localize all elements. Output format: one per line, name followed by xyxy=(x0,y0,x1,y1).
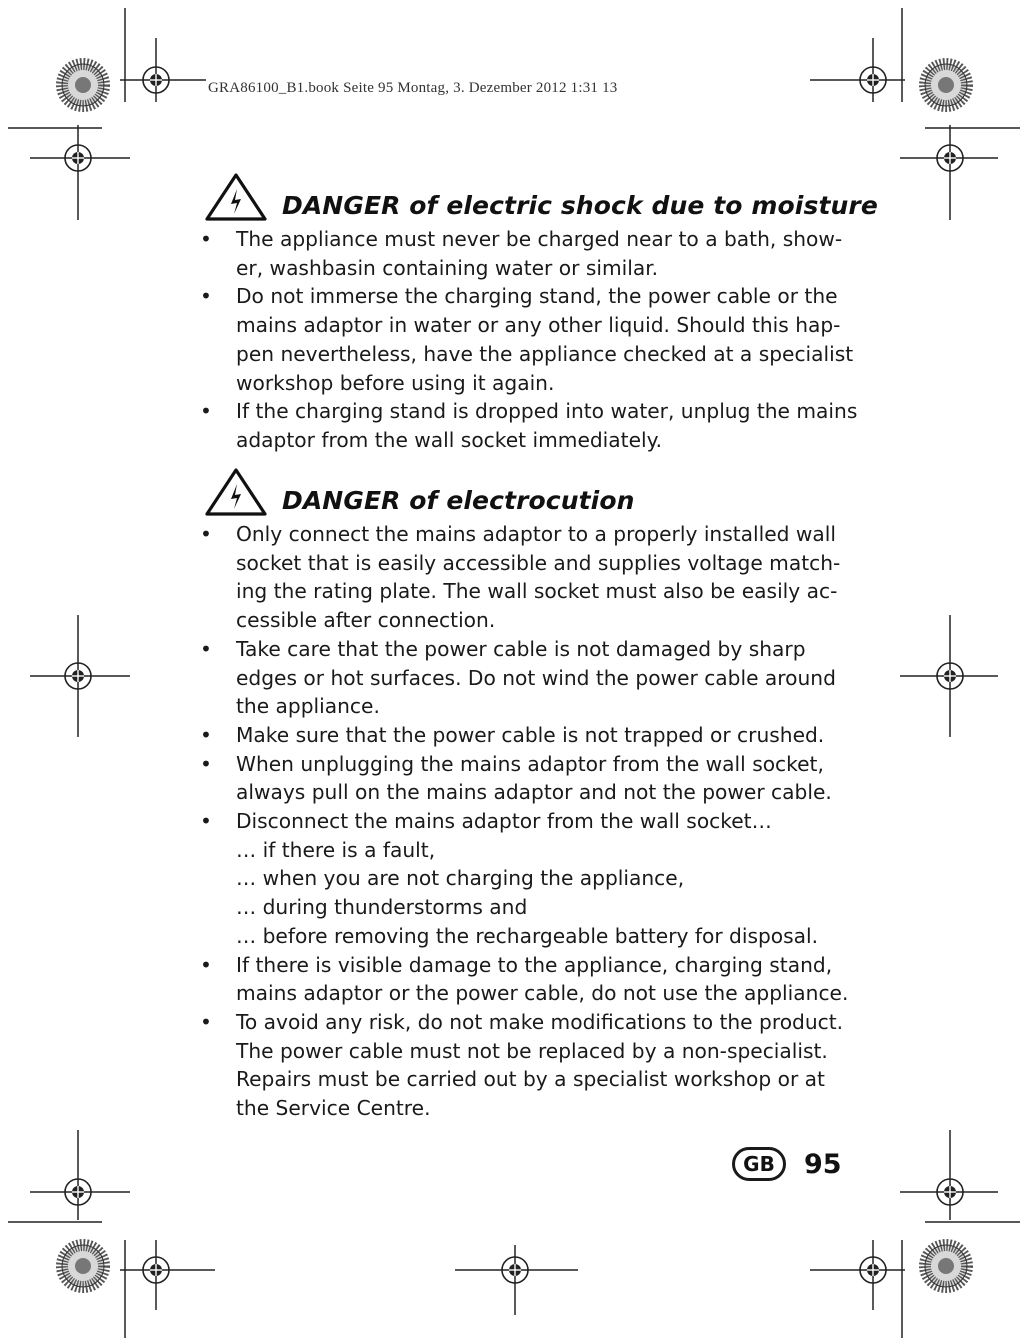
list-item: • If there is visible damage to the appliance, charging stand, mains adaptor or the power cable, do not use the appliance. xyxy=(200,952,849,1006)
list-item: • Only connect the mains adaptor to a properly installed wall socket that is easily accessible and supplies voltage match- ing the rating plate. The wall socket must also be easily ac- cessible after connection. xyxy=(200,522,841,633)
section-title: DANGER of electrocution xyxy=(282,486,635,515)
bullet: • xyxy=(200,399,212,424)
bullet: • xyxy=(200,722,212,747)
bullet: • xyxy=(200,522,212,546)
bullet: • xyxy=(200,636,212,661)
list-item: • When unplugging the mains adaptor from the wall socket, always pull on the mains adaptor and not the power cable. xyxy=(200,751,832,805)
page-number: 95 xyxy=(804,1148,842,1180)
list-item: • Make sure that the power cable is not trapped or crushed. xyxy=(200,721,850,750)
bullet: • xyxy=(200,227,212,251)
section-heading-electrocution xyxy=(204,467,635,517)
electrocution-hazard-list xyxy=(200,520,850,1123)
list-item: • Do not immerse the charging stand, the power cable or the mains adaptor in water or any other liquid. Should this hap- pen nevertheless, have the appliance checked at a specialist workshop before using it again. xyxy=(200,284,854,395)
list-item: • To avoid any risk, do not make modifications to the product. The power cable must not be replaced by a non-specialist. Repairs must be carried out by a specialist workshop or at the Service Centre. xyxy=(200,1009,844,1121)
country-badge: GB xyxy=(732,1147,786,1181)
high-voltage-warning-icon xyxy=(204,172,268,222)
print-header: GRA86100_B1.book Seite 95 Montag, 3. Dezember 2012 1:31 13 xyxy=(208,80,618,96)
bullet: • xyxy=(200,751,212,776)
list-item: • The appliance must never be charged near to a bath, show- er, washbasin containing water or similar. xyxy=(200,227,843,280)
moisture-hazard-list xyxy=(200,225,858,455)
page-footer xyxy=(732,1147,842,1181)
bullet: • xyxy=(200,952,212,977)
section-title: DANGER of electric shock due to moisture xyxy=(282,191,878,220)
high-voltage-warning-icon xyxy=(204,467,268,517)
bullet: • xyxy=(200,284,212,309)
bullet: • xyxy=(200,1009,212,1034)
bullet: • xyxy=(200,809,212,834)
list-item: • Disconnect the mains adaptor from the wall socket… … if there is a fault, … when you are not charging the appliance, … during thunderstorms and … before removing the rechargeable battery for disposal. xyxy=(200,809,819,948)
section-heading-moisture xyxy=(204,172,878,222)
list-item: • Take care that the power cable is not damaged by sharp edges or hot surfaces. Do not wind the power cable around the appliance. xyxy=(200,636,836,719)
list-item: • If the charging stand is dropped into water, unplug the mains adaptor from the wall socket immediately. xyxy=(200,399,858,452)
